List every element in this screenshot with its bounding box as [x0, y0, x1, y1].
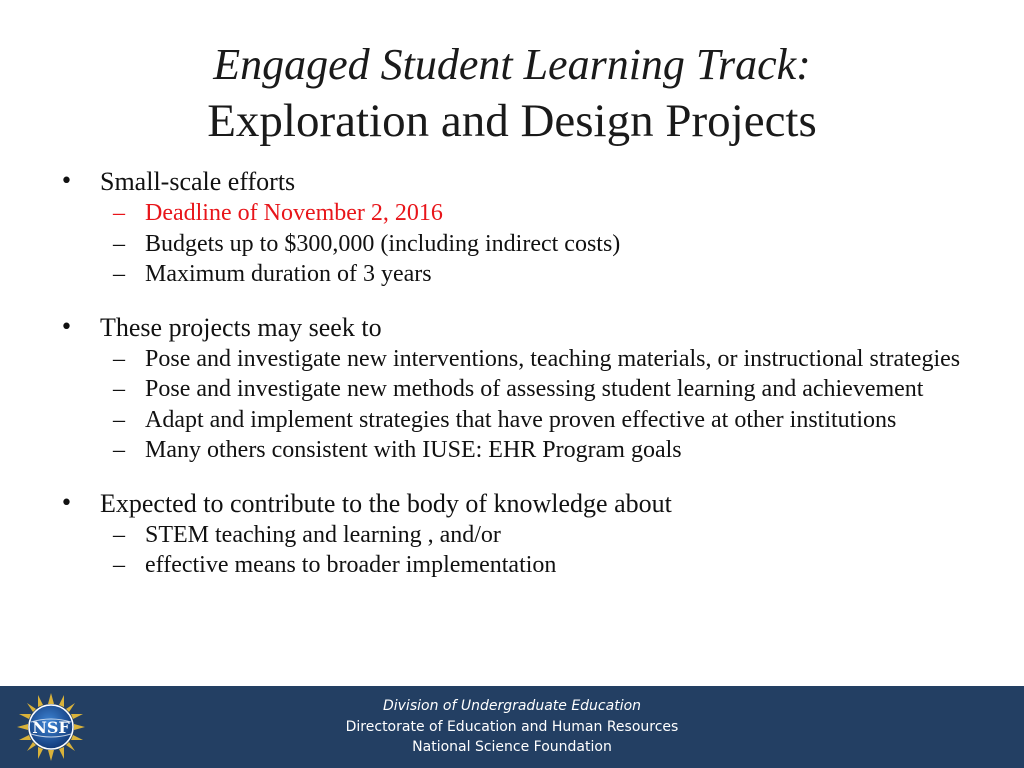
- dash-icon: –: [113, 261, 125, 287]
- dash-icon: –: [113, 552, 125, 578]
- sub-item-broader: – effective means to broader implementation: [145, 550, 984, 581]
- footer-text: [0, 696, 1024, 758]
- bullet-dot-icon: •: [60, 314, 73, 340]
- dash-icon: –: [113, 200, 125, 226]
- sub-list: [100, 520, 984, 581]
- sub-item-stem: – STEM teaching and learning , and/or: [145, 520, 984, 551]
- dash-icon: –: [113, 345, 125, 372]
- bullet-dot-icon: •: [60, 490, 73, 516]
- bullet-text: Expected to contribute to the body of knowledge about: [100, 488, 672, 518]
- dash-icon: –: [113, 437, 125, 463]
- slide-title: [0, 38, 1024, 150]
- sub-list: [100, 198, 984, 290]
- footer-foundation: National Science Foundation: [412, 739, 612, 755]
- dash-icon: –: [113, 521, 125, 548]
- sub-item-budget: – Budgets up to $300,000 (including indirect costs): [145, 229, 984, 260]
- dash-icon: –: [113, 376, 125, 402]
- footer-bar: [0, 686, 1024, 768]
- bullet-small-scale: [60, 166, 984, 290]
- title-line-2: Exploration and Design Projects: [207, 95, 817, 147]
- bullet-contribute: [60, 488, 984, 581]
- sub-item-assessing: – Pose and investigate new methods of assessing student learning and achievement: [145, 374, 984, 405]
- slide-content: [0, 166, 1024, 581]
- sub-item-duration: – Maximum duration of 3 years: [145, 259, 984, 290]
- dash-icon: –: [113, 230, 125, 257]
- logo-text: NSF: [32, 718, 70, 737]
- bullet-text: These projects may seek to: [100, 312, 382, 342]
- sub-item-many-others: – Many others consistent with IUSE: EHR Program goals: [145, 435, 984, 466]
- footer-directorate: Directorate of Education and Human Resources: [345, 718, 679, 735]
- footer-division: Division of Undergraduate Education: [382, 698, 642, 714]
- title-line-1: Engaged Student Learning Track:: [213, 40, 811, 89]
- dash-icon: –: [113, 406, 125, 433]
- sub-list: [100, 344, 984, 466]
- sub-item-adapt: – Adapt and implement strategies that have proven effective at other institutions: [145, 405, 984, 436]
- bullet-projects-seek: [60, 312, 984, 466]
- sub-item-interventions: – Pose and investigate new interventions, teaching materials, or instructional strategies: [145, 344, 984, 375]
- bullet-text: Small-scale efforts: [100, 167, 296, 196]
- bullet-dot-icon: •: [60, 169, 73, 194]
- sub-item-deadline: – Deadline of November 2, 2016: [145, 198, 984, 229]
